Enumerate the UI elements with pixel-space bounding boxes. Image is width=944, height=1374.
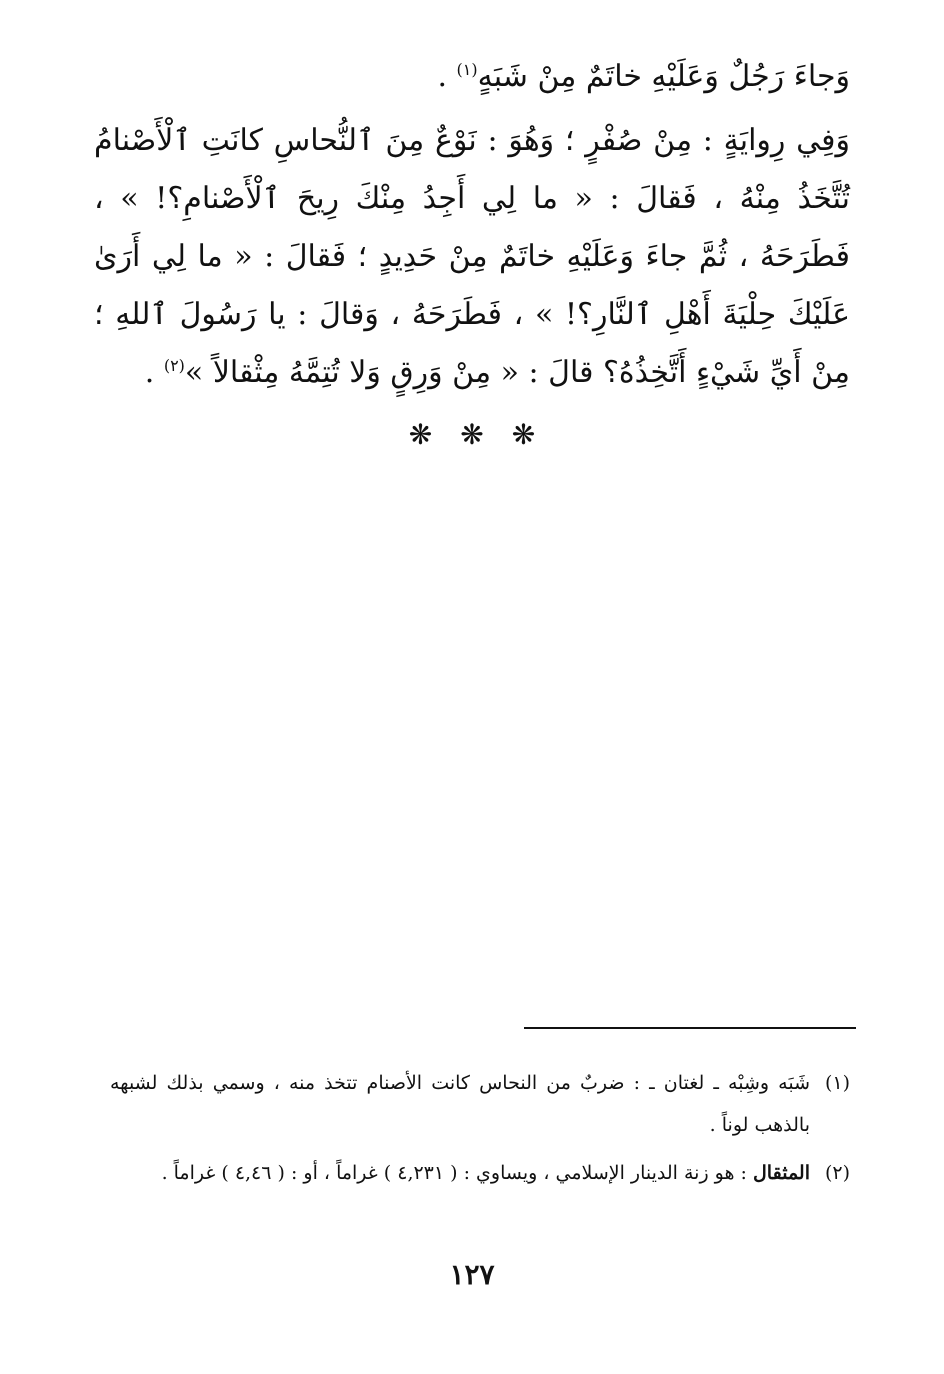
footnote-2 [110, 1152, 850, 1194]
footnote-ref-2: (٢) [163, 356, 185, 375]
hadith-line-one [94, 48, 850, 106]
asterism-star-icon: ❋ [511, 418, 536, 451]
asterism-star-icon: ❋ [460, 418, 484, 451]
hadith-line-one-end: . [437, 59, 457, 94]
footnote-body [110, 1152, 810, 1194]
section-separator [0, 418, 944, 451]
hadith-line-one-text: وَجاءَ رَجُلٌ وَعَلَيْهِ خاتَمٌ مِنْ شَبَهٍ [477, 59, 850, 94]
footnote-number: (١) [824, 1072, 850, 1094]
footnote-body [110, 1062, 810, 1146]
main-text [94, 48, 850, 402]
footnote-ref-1: (١) [456, 60, 478, 79]
footnote-term: المثقال [753, 1162, 810, 1184]
asterism-star-icon: ❋ [408, 418, 433, 451]
footnote-1 [110, 1062, 850, 1146]
hadith-paragraph-two-end: . [144, 355, 164, 390]
hadith-paragraph-two-text: وَفِي رِوايَةٍ : مِنْ صُفْرٍ ؛ وَهُوَ : نَوْعٌ مِنَ ٱلنُّحاسِ كانَتِ ٱلْأَصْنامُ تُتَّخَذُ مِنْهُ ، فَقالَ : « ما لِي أَجِدُ مِنْكَ رِيحَ ٱلْأَصْنامِ؟! » ، فَطَرَحَهُ ، ثُمَّ جاءَ وَعَلَيْهِ خاتَمٌ مِنْ حَدِيدٍ ؛ فَقالَ : « ما لِي أَرَىٰ عَلَيْكَ حِلْيَةَ أَهْلِ ٱلنَّارِ؟! » ، فَطَرَحَهُ ، وَقالَ : يا رَسُولَ ٱللهِ ؛ مِنْ أَيِّ شَيْءٍ أَتَّخِذُهُ؟ قالَ : « مِنْ وَرِقٍ وَلا تُتِمَّهُ مِثْقالاً » [94, 123, 850, 390]
hadith-paragraph-two [94, 112, 850, 402]
footnote-text: : هو زنة الدينار الإسلامي ، ويساوي : ( ٤,٢٣١ ) غراماً ، أو : ( ٤,٤٦ ) غراماً . [161, 1162, 753, 1184]
footnotes [110, 1062, 850, 1200]
footnote-text: شَبَه وشِبْه ـ لغتان ـ : ضربٌ من النحاس كانت الأصنام تتخذ منه ، وسمي بذلك لشبهه بالذهب لوناً . [110, 1072, 810, 1136]
page-number: ١٢٧ [449, 1258, 495, 1291]
footnote-number: (٢) [824, 1162, 850, 1184]
footnote-divider [524, 1027, 856, 1029]
